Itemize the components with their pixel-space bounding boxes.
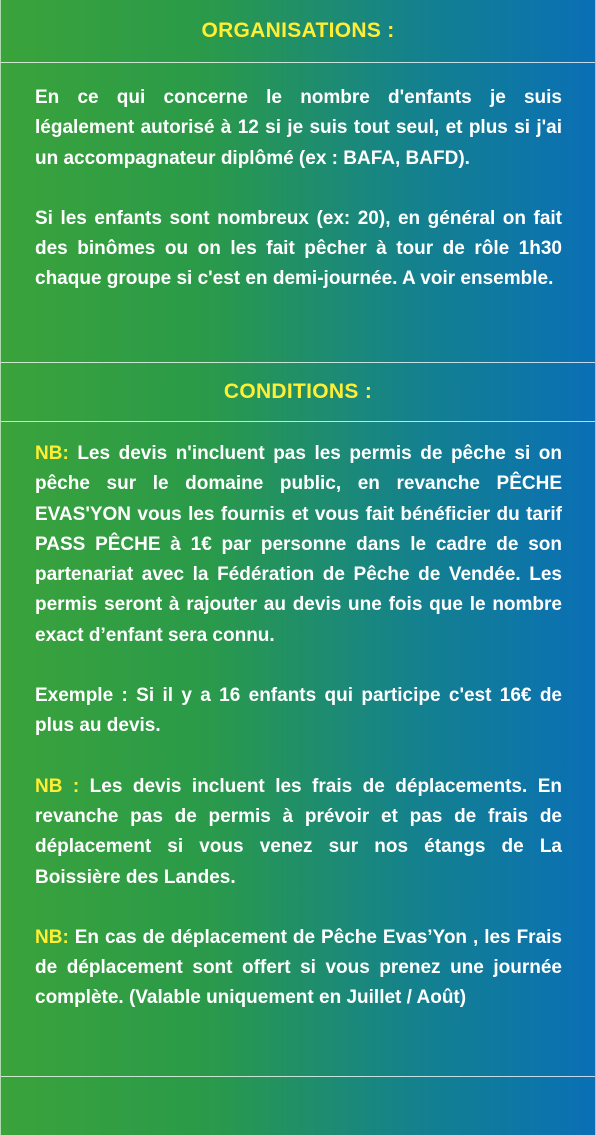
nb-label: NB: — [35, 926, 69, 948]
conditions-paragraph-1-text: Les devis n'incluent pas les permis de pêche si on pêche sur le domaine public, en revanche PÊCHE EVAS'YON vous les fournis et vous fait bénéficier du tarif PASS PÊCHE à 1€ par personne dans le cadre de son partenariat avec la Fédération de Pêche de Vendée. Les permis seront à rajouter au devis une fois que le nombre exact d’enfant sera connu. — [35, 443, 562, 646]
conditions-paragraph-2: Exemple : Si il y a 16 enfants qui participe c'est 16€ de plus au devis. — [35, 685, 562, 737]
nb-label: NB : — [35, 775, 80, 797]
conditions-paragraph-3 — [35, 772, 562, 893]
organisations-paragraph-1: En ce qui concerne le nombre d'enfants je suis légalement autorisé à 12 si je suis tout seul, et plus si j'ai un accompagnateur diplômé (ex : BAFA, BAFD). — [35, 87, 562, 169]
organisations-paragraph-2: Si les enfants sont nombreux (ex: 20), en général on fait des binômes ou on les fait pêcher à tour de rôle 1h30 chaque groupe si c'est en demi-journée. A voir ensemble. — [35, 207, 562, 290]
conditions-heading: CONDITIONS : — [223, 380, 373, 403]
organisations-body — [1, 63, 595, 362]
conditions-paragraph-3-text: Les devis incluent les frais de déplacements. En revanche pas de permis à prévoir et pas de frais de déplacement si vous venez sur nos étangs de La Boissière des Landes. — [35, 775, 562, 888]
footer-space — [1, 1077, 595, 1117]
conditions-paragraph-4-text: En cas de déplacement de Pêche Evas’Yon , les Frais de déplacement sont offert si vous prenez une journée complète. (Valable uniquement en Juillet / Août) — [35, 926, 562, 1009]
nb-label: NB: — [35, 443, 69, 464]
organisations-heading: ORGANISATIONS : — [201, 19, 395, 42]
conditions-body — [1, 422, 595, 1076]
conditions-paragraph-4 — [35, 923, 562, 1014]
conditions-paragraph-1 — [35, 439, 562, 651]
